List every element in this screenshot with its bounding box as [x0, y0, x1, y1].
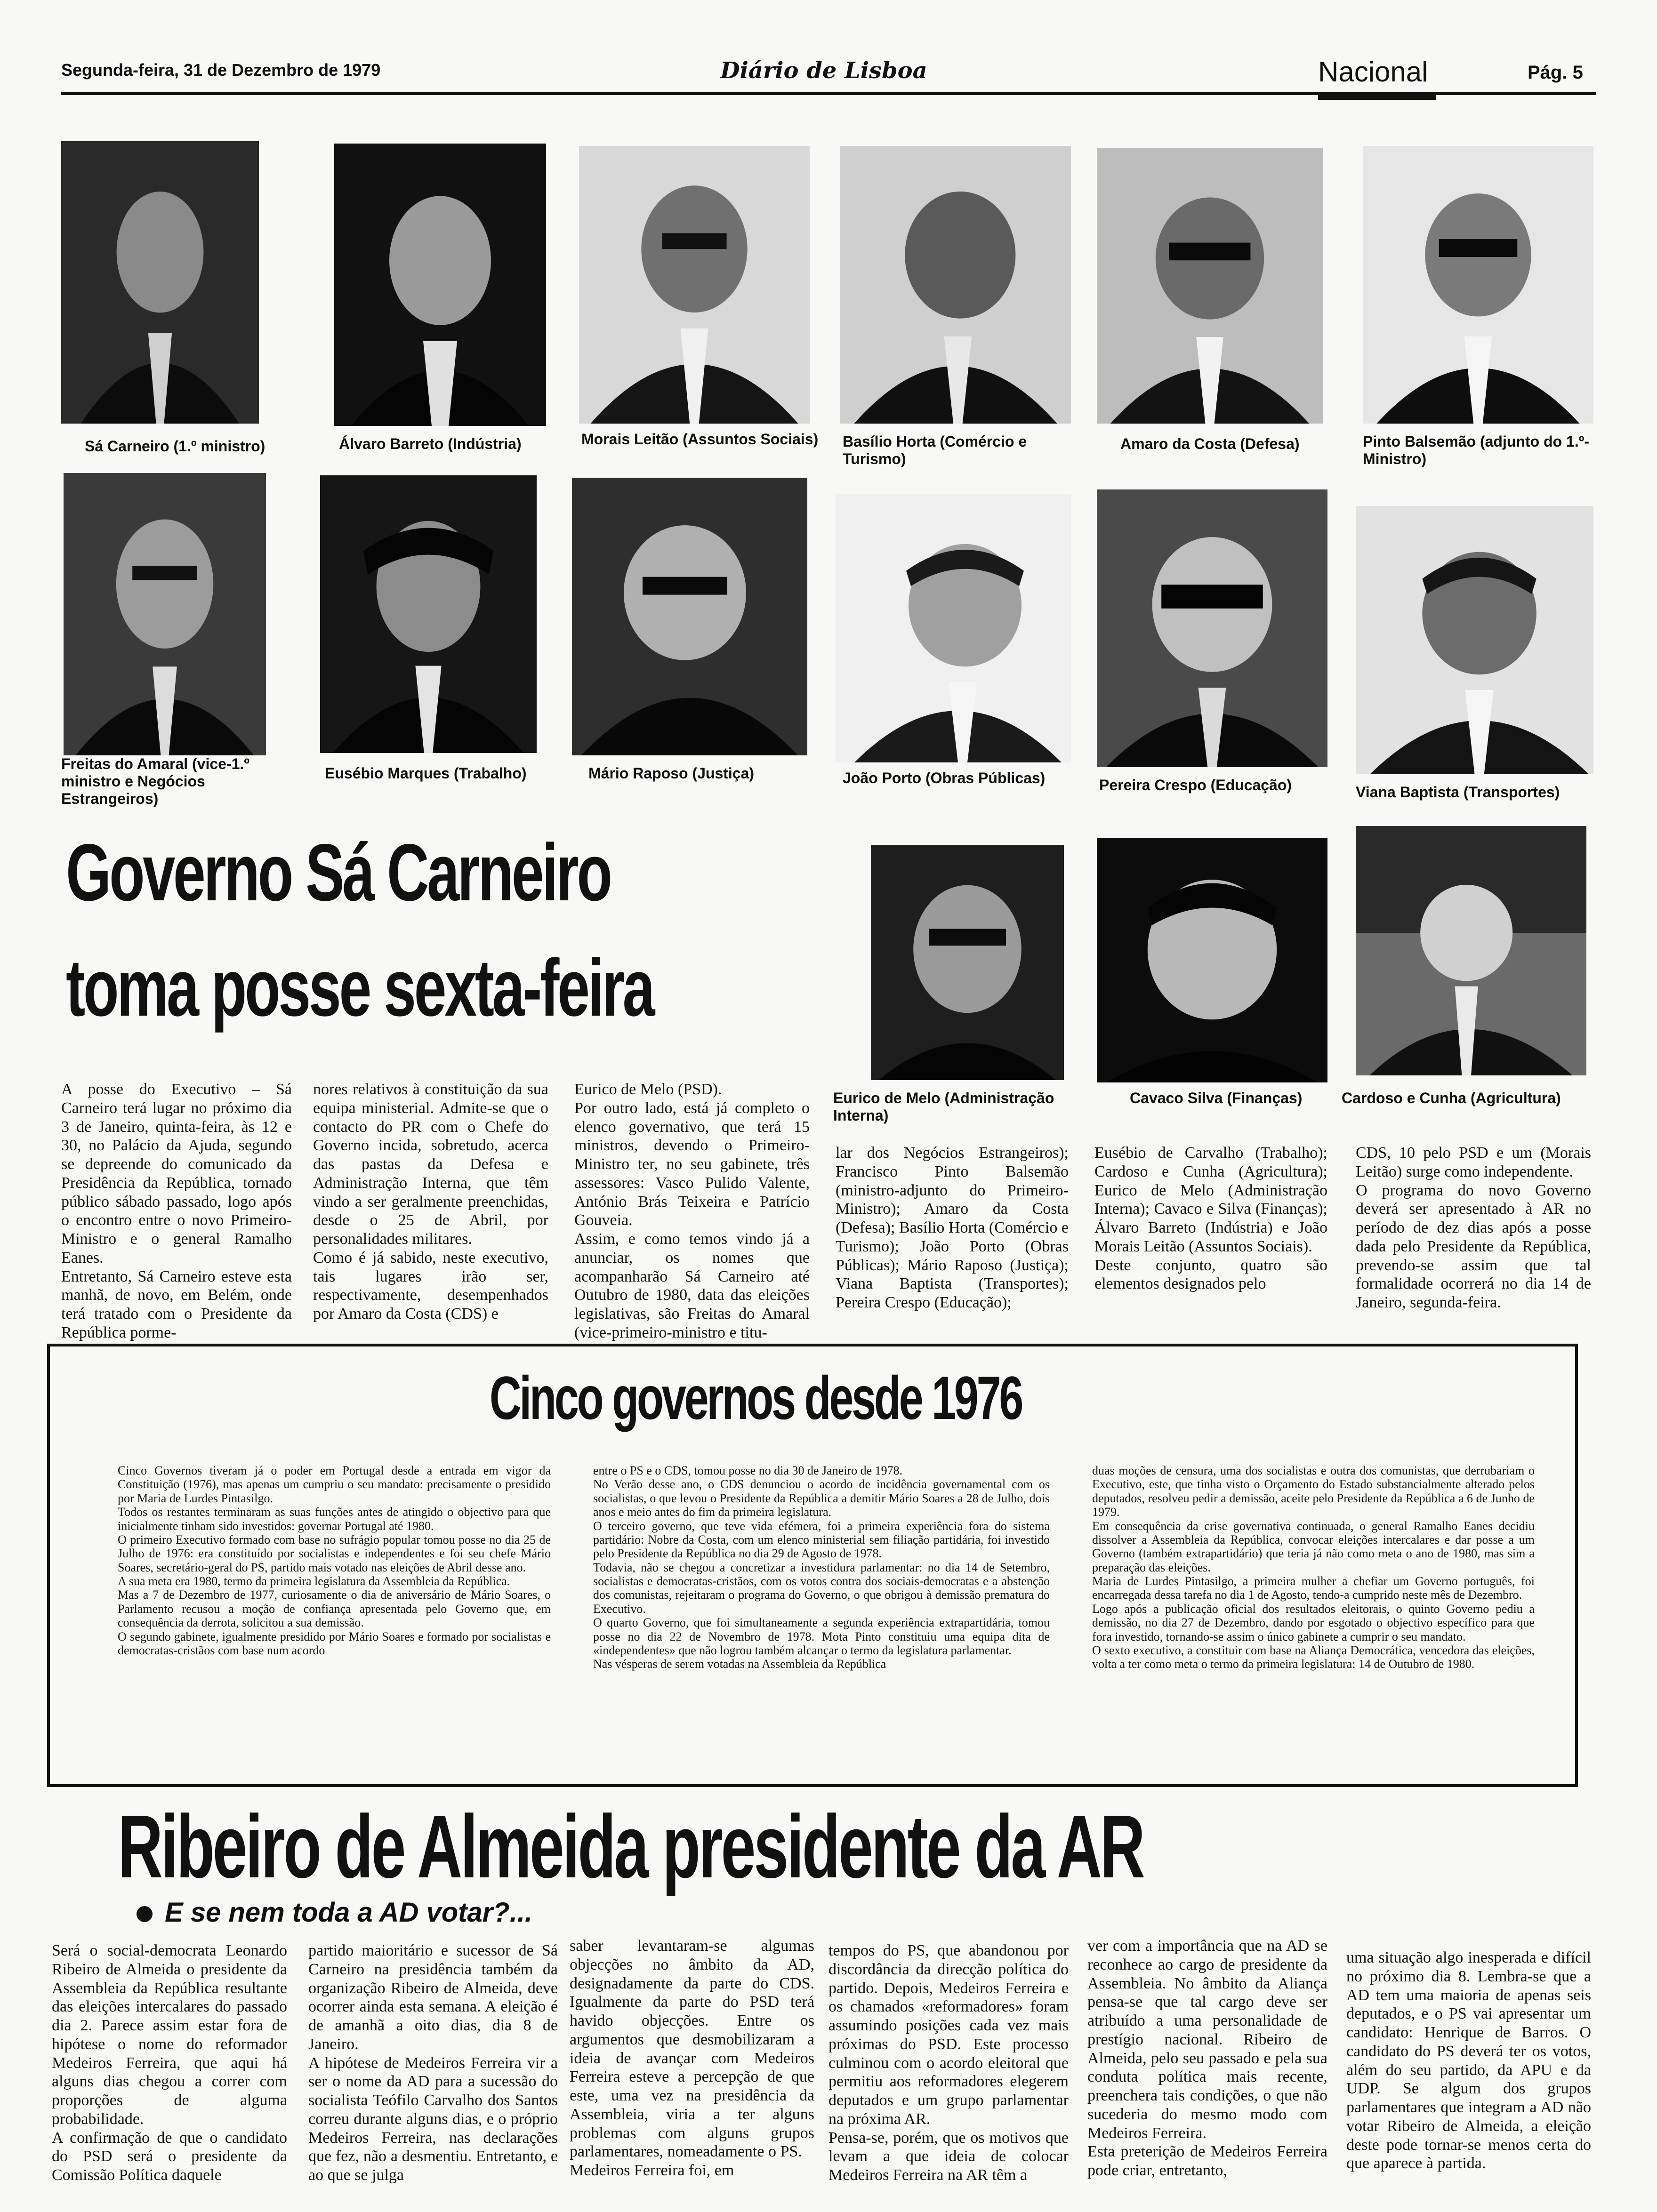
- portrait-caption: João Porto (Obras Públicas): [843, 769, 1046, 786]
- portrait-caption: Cardoso e Cunha (Agricultura): [1342, 1090, 1561, 1106]
- issue-date: Segunda-feira, 31 de Dezembro de 1979: [61, 60, 381, 80]
- page-number: Pág. 5: [1528, 62, 1583, 83]
- subheadline: E se nem toda a AD votar?...: [165, 1897, 533, 1928]
- portrait-caption: Pinto Balsemão (adjunto do 1.º-Ministro): [1363, 433, 1590, 467]
- portrait-caption: Amaro da Costa (Defesa): [1120, 435, 1300, 452]
- section-name: Nacional: [1318, 56, 1428, 88]
- portrait-photo: [1097, 838, 1327, 1082]
- article-column: uma situação algo inesperada e difícil no próximo dia 8. Lembra-se que a AD tem uma maioria de apenas seis deputados, e o PS vai apresentar um candidato: Henrique de Barros. O candidato do PS deverá ter os votos, além do seu partido, da APU e da UDP. Se algum dos grupos parlamentares que integram a AD não votar Ribeiro de Almeida, a eleição deste pode tornar-se menos certa do que aparece à partida.: [1346, 1949, 1591, 2172]
- portrait-photo: [579, 146, 810, 424]
- portrait-photo: [572, 478, 807, 755]
- portrait-photo: [334, 144, 546, 426]
- article-column: Eusébio de Carvalho (Trabalho); Cardoso e Cunha (Agricultura); Eurico de Melo (Administração Interna); Cavaco e Silva (Finanças); Álvaro Barreto (Indústria) e João Morais Leitão (Assuntos Sociais). Deste conjunto, quatro são elementos designados pelo: [1094, 1144, 1327, 1293]
- portrait-photo: [64, 473, 266, 755]
- portrait-caption: Freitas do Amaral (vice-1.º ministro e Negócios Estrangeiros): [61, 755, 249, 807]
- bullet-dot: [137, 1906, 153, 1922]
- portrait-photo: [836, 494, 1071, 762]
- portrait-caption: Viana Baptista (Transportes): [1356, 784, 1560, 801]
- article-column: Eurico de Melo (PSD). Por outro lado, está já completo o elenco governativo, que terá 15 ministros, devendo o Primeiro-Ministro ter, no seu gabinete, três assessores: Vasco Pulido Valente, António Brás Teixeira e Patrício Gouveia. Assim, e como temos vindo já a anunciar, os nomes que acompanharão Sá Carneiro até Outubro de 1980, data das eleições legislativas, são Freitas do Amaral (vice-primeiro-ministro e titu-: [574, 1081, 810, 1341]
- newspaper-title: Diário de Lisboa: [720, 57, 927, 84]
- article-column: tempos do PS, que abandonou por discordância da direcção política do partido. Depois, Medeiros Ferreira e os chamados «reformadores» foram assumindo posições cada vez mais próximas do PSD. Este processo culminou com o acordo eleitoral que permitiu aos reformadores elegerem deputados e um grupo parlamentar na próxima AR. Pensa-se, porém, que os motivos que levam a que ideia de colocar Medeiros Ferreira na AR têm a: [828, 1942, 1069, 2184]
- box-column: entre o PS e o CDS, tomou posse no dia 30 de Janeiro de 1978. No Verão desse ano, o CDS denunciou o acordo de incidência governamental com os socialistas, o que levou o Presidente da República a demitir Mário Soares a 28 de Julho, dois anos e meio antes do fim da primeira legislatura. O terceiro governo, que teve vida efémera, foi a primeira experiência fora do sistema partidário: Nobre da Costa, com um elenco ministerial sem filiação partidária, foi investido pelo Presidente da República no dia 29 de Agosto de 1978. Todavia, não se chegou a concretizar a investidura parlamentar: no dia 14 de Setembro, socialistas e democratas-cristãos, com os votos contra dos sociais-democratas e a abstenção dos comunistas, rejeitaram o programa do Governo, o que obrigou à demissão prematura do Executivo. O quarto Governo, que foi simultaneamente a segunda experiência extrapartidária, tomou posse no dia 22 de Novembro de 1978. Mota Pinto constituiu uma equipa dita de «independentes» que não logrou também alcançar o termo da legislatura parlamentar. Nas vésperas de serem votadas na Assembleia da República: [593, 1464, 1050, 1671]
- article-column: saber levantaram-se algumas objecções no âmbito da AD, designadamente da parte do CDS. Igualmente da parte do PSD terá havido objecções. Entre os argumentos que desmobilizaram a ideia de avançar com Medeiros Ferreira esteve a percepção de que este, uma vez na presidência da Assembleia, viria a ter alguns problemas com alguns grupos parlamentares, nomeadamente o PS. Medeiros Ferreira foi, em: [570, 1937, 814, 2180]
- article-column: A posse do Executivo – Sá Carneiro terá lugar no próximo dia 3 de Janeiro, quinta-feira, às 12 e 30, no Palácio da Ajuda, segundo se depreende do comunicado da Presidência da República, tornado público sábado passado, logo após o encontro entre o novo Primeiro-Ministro e o general Ramalho Eanes. Entretanto, Sá Carneiro esteve esta manhã, de novo, em Belém, onde terá tratado com o Presidente da República porme-: [61, 1081, 292, 1341]
- portrait-caption: Álvaro Barreto (Indústria): [339, 435, 522, 452]
- portrait-caption: Sá Carneiro (1.º ministro): [85, 438, 265, 455]
- portrait-photo: [61, 141, 259, 424]
- portrait-photo: [840, 146, 1071, 424]
- headline-line-1: Governo Sá Carneiro: [66, 827, 611, 918]
- portrait-photo: [1356, 506, 1593, 774]
- article-column: ver com a importância que na AD se reconhece ao cargo de presidente da Assembleia. No âmbito da Aliança pensa-se que tal cargo deve ser atribuído a uma personalidade de prestígio nacional. Ribeiro de Almeida, pelo seu passado e pela sua conduta política mais recente, preenchera tais condições, o que não sucederia do mesmo modo com Medeiros Ferreira. Esta preterição de Medeiros Ferreira pode criar, entretanto,: [1087, 1937, 1327, 2180]
- box-column: duas moções de censura, uma dos socialistas e outra dos comunistas, que derrubariam o Executivo, este, que tinha visto o Orçamento do Estado substancialmente alterado pelos deputados, resolveu pedir a demissão, aceite pelo Presidente da República a 6 de Junho de 1979. Em consequência da crise governativa continuada, o general Ramalho Eanes decidiu dissolver a Assembleia da República, convocar eleições intercalares e dar posse a um Governo (também extrapartidário) que teria já não como meta o ano de 1980, mas sim a preparação das eleições. Maria de Lurdes Pintasilgo, a primeira mulher a chefiar um Governo português, foi encarregada dessa tarefa no dia 1 de Agosto, tendo-a cumprido neste mês de Dezembro. Logo após a publicação oficial dos resultados eleitorais, o quinto Governo pediu a demissão, no dia 27 de Dezembro, dando por esgotado o objectivo específico para que fora investido, tornando-se assim o único gabinete a cumprir o seu mandato. O sexto executivo, a constituir com base na Aliança Democrática, vencedora das eleições, volta a ter como meta o termo da primeira legislatura: 14 de Outubro de 1980.: [1092, 1464, 1535, 1671]
- article-column: lar dos Negócios Estrangeiros); Francisco Pinto Balsemão (ministro-adjunto do Primeiro-Ministro); Amaro da Costa (Defesa); Basílio Horta (Comércio e Turismo); João Porto (Obras Públicas); Mário Raposo (Justiça); Viana Baptista (Transportes); Pereira Crespo (Educação);: [836, 1144, 1069, 1312]
- portrait-caption: Pereira Crespo (Educação): [1099, 777, 1292, 793]
- box-headline: Cinco governos desde 1976: [490, 1363, 1022, 1432]
- portrait-photo: [1356, 826, 1586, 1075]
- portrait-photo: [1097, 489, 1327, 767]
- portrait-caption: Cavaco Silva (Finanças): [1130, 1090, 1303, 1106]
- portrait-caption: Basílio Horta (Comércio e Turismo): [843, 433, 1027, 467]
- headline-ribeiro: Ribeiro de Almeida presidente da AR: [118, 1797, 1143, 1897]
- portrait-photo: [1097, 148, 1323, 424]
- article-column: Será o social-democrata Leonardo Ribeiro de Almeida o presidente da Assembleia da República resultante das eleições intercalares do passado dia 2. Parece assim estar fora de hipótese o nome do reformador Medeiros Ferreira, que aqui há alguns dias chegou a correr com proporções de alguma probabilidade. A confirmação de que o candidato do PSD será o presidente da Comissão Política daquele: [52, 1942, 287, 2184]
- article-column: CDS, 10 pelo PSD e um (Morais Leitão) surge como independente. O programa do novo Governo deverá ser apresentado à AR no período de dez dias após a posse dada pelo Presidente da República, prevendo-se assim que tal formalidade ocorrerá no dia 14 de Janeiro, segunda-feira.: [1356, 1144, 1591, 1312]
- portrait-caption: Morais Leitão (Assuntos Sociais): [581, 431, 819, 448]
- portrait-photo: [320, 475, 537, 753]
- article-column: nores relativos à constituição da sua equipa ministerial. Admite-se que o contacto do PR com o Chefe do Governo incida, sobretudo, acerca das pastas da Defesa e Administração Interna, que têm vindo a ser geralmente preenchidas, desde o 25 de Abril, por personalidades militares. Como é já sabido, neste executivo, tais lugares irão ser, respectivamente, desempenhados por Amaro da Costa (CDS) e: [313, 1081, 548, 1323]
- portrait-photo: [871, 845, 1064, 1080]
- portrait-caption: Eurico de Melo (Administração Interna): [833, 1090, 1054, 1124]
- portrait-photo: [1363, 146, 1593, 424]
- article-column: partido maioritário e sucessor de Sá Carneiro na presidência também da organização Ribeiro de Almeida, deve ocorrer ainda esta semana. A eleição é de amanhã a oito dias, dia 8 de Janeiro. A hipótese de Medeiros Ferreira vir a ser o nome da AD para a sucessão do socialista Teófilo Carvalho dos Santos correu durante alguns dias, e o próprio Medeiros Ferreira, nas declarações que fez, não a desmentiu. Entretanto, e ao que se julga: [308, 1942, 558, 2184]
- headline-line-2: toma posse sexta-feira: [66, 943, 653, 1033]
- box-column: Cinco Governos tiveram já o poder em Portugal desde a entrada em vigor da Constituição (1976), mas apenas um cumpriu o seu mandato: precisamente o presidido por Maria de Lurdes Pintasilgo. Todos os restantes terminaram as suas funções antes de atingido o objectivo para que inicialmente tinham sido investidos: governar Portugal até 1980. O primeiro Executivo formado com base no sufrágio popular tomou posse no dia 25 de Julho de 1976: era constituído por socialistas e independentes e foi seu chefe Mário Soares, secretário-geral do PS, partido mais votado nas eleições de Abril desse ano. A sua meta era 1980, termo da primeira legislatura da Assembleia da República. Mas a 7 de Dezembro de 1977, curiosamente o dia de aniversário de Mário Soares, o Parlamento recusou a moção de confiança apresentada pelo Governo que, em consequência da derrota, solicitou a sua demissão. O segundo gabinete, igualmente presidido por Mário Soares e formado por socialistas e democratas-cristãos com base num acordo: [118, 1464, 551, 1657]
- section-underline: [1318, 94, 1436, 100]
- portrait-caption: Eusébio Marques (Trabalho): [325, 765, 527, 782]
- portrait-caption: Mário Raposo (Justiça): [588, 765, 755, 782]
